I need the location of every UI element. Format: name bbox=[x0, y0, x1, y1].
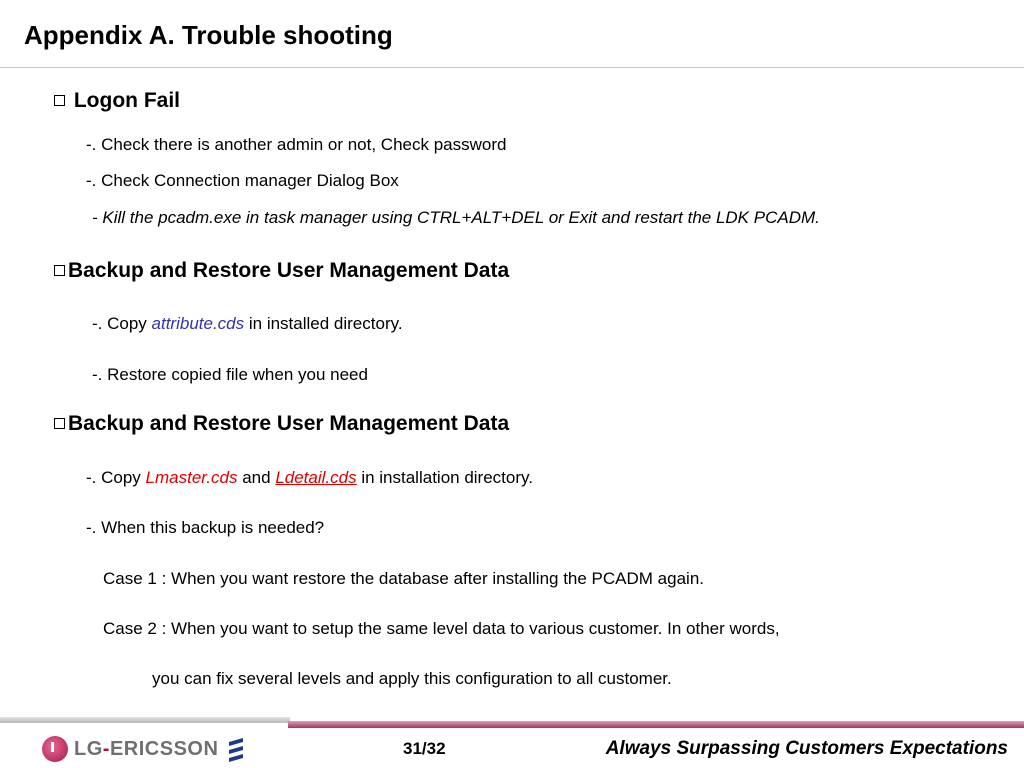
ldetail-file-link[interactable]: Ldetail.cds bbox=[275, 468, 357, 487]
footer-bar-gray bbox=[0, 717, 290, 723]
page-number: 31/32 bbox=[403, 739, 446, 758]
section-heading-backup-1 bbox=[54, 259, 509, 283]
section-heading-text: Backup and Restore User Management Data bbox=[68, 412, 510, 435]
section-heading-text: Logon Fail bbox=[73, 89, 180, 112]
copy-prefix: -. Copy bbox=[86, 468, 146, 487]
attribute-file-name: attribute.cds bbox=[151, 314, 245, 333]
case-2-continuation: you can fix several levels and apply this configuration to all customer. bbox=[152, 669, 672, 688]
logon-line-2: -. Check Connection manager Dialog Box bbox=[86, 171, 399, 190]
ericsson-mark-icon bbox=[226, 736, 246, 762]
lmaster-file-name: Lmaster.cds bbox=[145, 468, 238, 487]
lg-ericsson-logo bbox=[42, 735, 246, 763]
lg-circle-icon bbox=[42, 736, 68, 762]
copy-prefix: -. Copy bbox=[92, 314, 152, 333]
section-heading-logon-fail bbox=[54, 89, 180, 113]
copy-suffix: in installation directory. bbox=[356, 468, 533, 487]
checkbox-bullet-icon bbox=[54, 265, 65, 276]
copy-suffix: in installed directory. bbox=[244, 314, 403, 333]
section-heading-backup-2 bbox=[54, 412, 509, 436]
restore-line: -. Restore copied file when you need bbox=[92, 365, 368, 384]
logo-wordmark bbox=[74, 738, 218, 761]
section-heading-text: Backup and Restore User Management Data bbox=[68, 259, 510, 282]
copy-lmaster-line bbox=[86, 468, 533, 488]
slide-title: Appendix A. Trouble shooting bbox=[24, 20, 393, 50]
logo-dash: - bbox=[102, 737, 110, 760]
checkbox-bullet-icon bbox=[54, 418, 65, 429]
logo-lg-text: LG bbox=[74, 737, 103, 760]
backup-question: -. When this backup is needed? bbox=[86, 518, 325, 537]
footer-slogan: Always Surpassing Customers Expectations bbox=[605, 738, 1008, 759]
case-1-text: Case 1 : When you want restore the database after installing the PCADM again. bbox=[103, 569, 704, 588]
logo-ericsson-text: ERICSSON bbox=[109, 737, 219, 760]
copy-attribute-line bbox=[92, 314, 403, 334]
case-2-text: Case 2 : When you want to setup the same level data to various customer. In other words, bbox=[103, 619, 780, 638]
logon-line-3: - Kill the pcadm.exe in task manager using CTRL+ALT+DEL or Exit and restart the LDK PCADM. bbox=[92, 208, 820, 227]
logon-line-1: -. Check there is another admin or not, Check password bbox=[86, 135, 507, 154]
checkbox-bullet-icon bbox=[54, 95, 65, 106]
title-divider bbox=[0, 67, 1024, 68]
and-text: and bbox=[237, 468, 276, 487]
footer-bar-red bbox=[288, 721, 1024, 728]
